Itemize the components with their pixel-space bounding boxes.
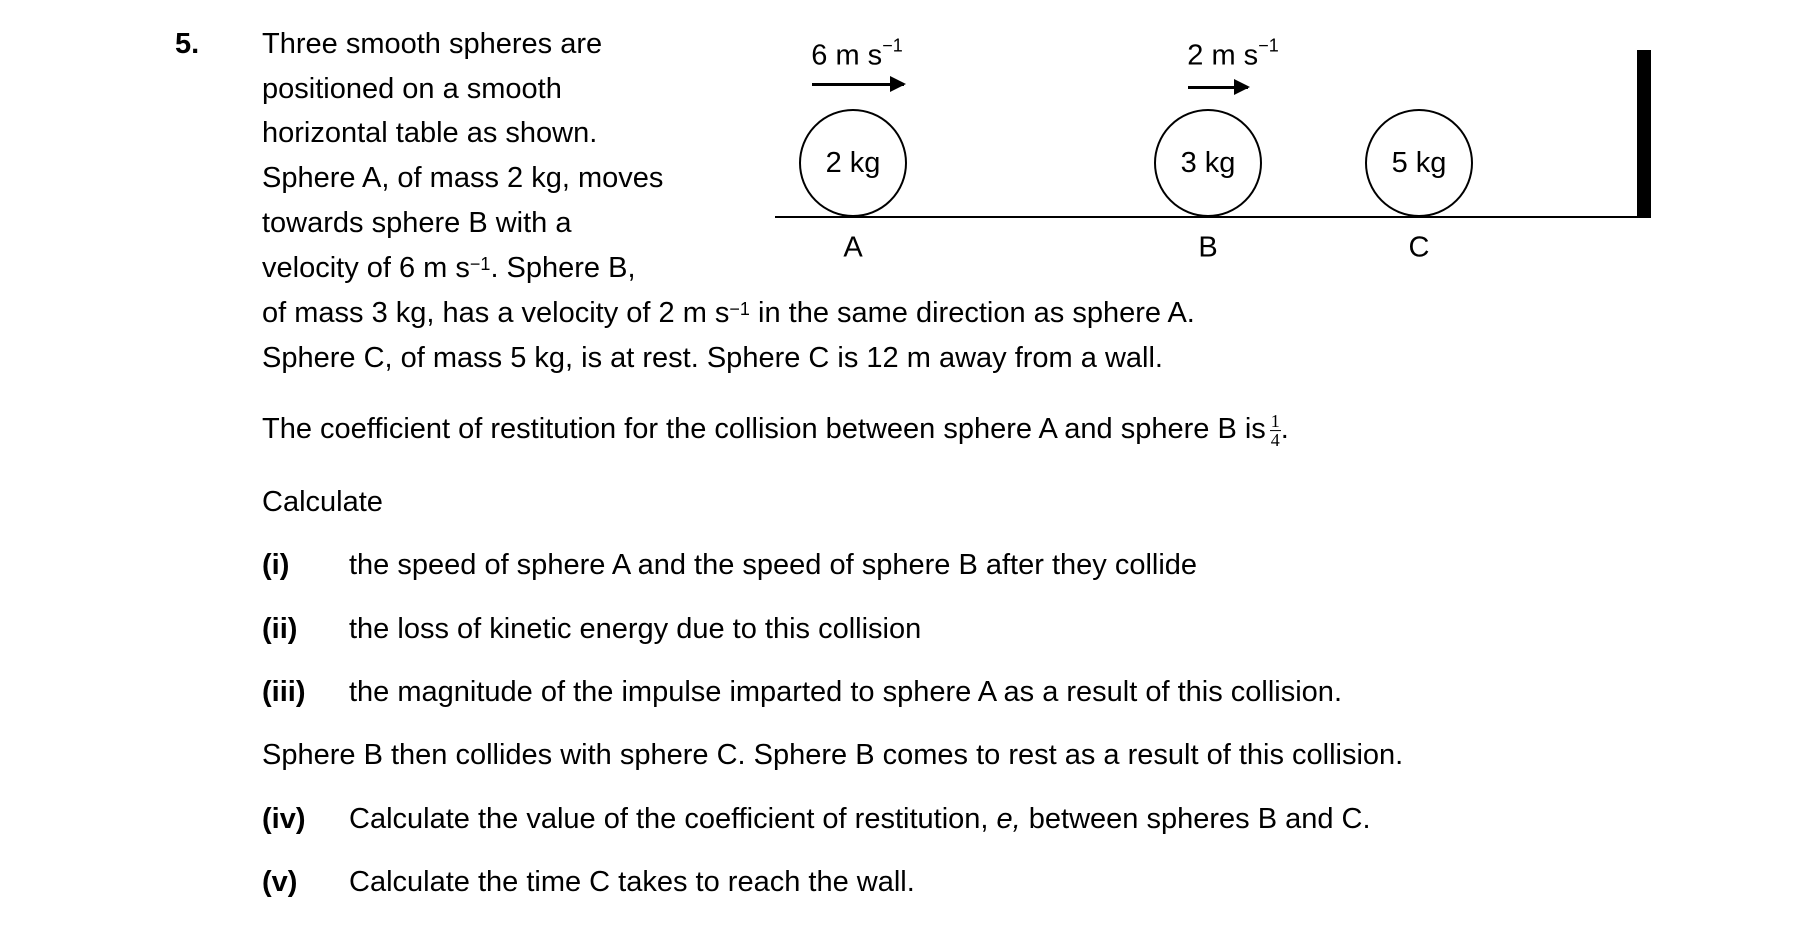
part-label: (iii) [262, 676, 306, 708]
sphere-a: 2 kg [799, 109, 907, 217]
intro-line: Sphere A, of mass 2 kg, moves [262, 162, 664, 194]
fraction [1270, 412, 1281, 449]
velocity-label-a [811, 35, 903, 73]
superscript: −1 [469, 254, 491, 274]
text: 6 m s [811, 39, 883, 72]
part-text: the speed of sphere A and the speed of sphere B after they collide [349, 549, 1198, 581]
superscript: −1 [882, 35, 903, 56]
text: 2 m s [1187, 39, 1259, 72]
part-text: the magnitude of the impulse imparted to sphere A as a result of this collision. [349, 676, 1342, 708]
text: of mass 3 kg, has a velocity of 2 m s [262, 297, 730, 329]
arrow-right-icon [1188, 86, 1248, 89]
text: between spheres B and C. [1020, 803, 1371, 835]
text: The coefficient of restitution for the collision between sphere A and sphere B is [262, 413, 1266, 446]
text: . [1280, 413, 1289, 446]
sphere-label-a: A [843, 231, 863, 264]
sphere-c: 5 kg [1365, 109, 1473, 217]
intro-line: towards sphere B with a [262, 207, 572, 239]
arrow-right-icon [812, 83, 904, 86]
intro-line: Sphere C, of mass 5 kg, is at rest. Sphere C is 12 m away from a wall. [262, 342, 1163, 374]
sphere-label-c: C [1408, 231, 1430, 264]
text: Calculate the value of the coefficient of restitution, [349, 803, 997, 835]
intro-line [262, 250, 636, 286]
superscript: −1 [729, 299, 750, 319]
part-text: the loss of kinetic energy due to this collision [349, 613, 922, 645]
restitution-statement [262, 411, 1289, 449]
text: . Sphere B, [490, 252, 636, 284]
part-label: (ii) [262, 613, 298, 645]
question-number: 5. [175, 28, 200, 60]
intro-line: Three smooth spheres are [262, 28, 603, 60]
intro-line: horizontal table as shown. [262, 117, 598, 149]
intro-line [262, 295, 1195, 331]
denominator: 4 [1270, 429, 1280, 450]
part-text: Calculate the time C takes to reach the wall. [349, 866, 915, 898]
text: velocity of 6 m s [262, 252, 470, 284]
part-text [349, 801, 1371, 837]
calculate-heading: Calculate [262, 486, 383, 518]
intro-line: positioned on a smooth [262, 73, 562, 105]
continuation-text: Sphere B then collides with sphere C. Sphere B comes to rest as a result of this collision. [262, 739, 1404, 771]
wall [1637, 50, 1651, 218]
part-label: (v) [262, 866, 298, 898]
text: in the same direction as sphere A. [749, 297, 1195, 329]
sphere-b: 3 kg [1154, 109, 1262, 217]
part-label: (i) [262, 549, 290, 581]
part-label: (iv) [262, 803, 306, 835]
velocity-label-b [1187, 35, 1279, 73]
sphere-label-b: B [1198, 231, 1218, 264]
italic-e: e, [996, 803, 1021, 835]
superscript: −1 [1258, 35, 1279, 56]
numerator: 1 [1270, 410, 1280, 431]
